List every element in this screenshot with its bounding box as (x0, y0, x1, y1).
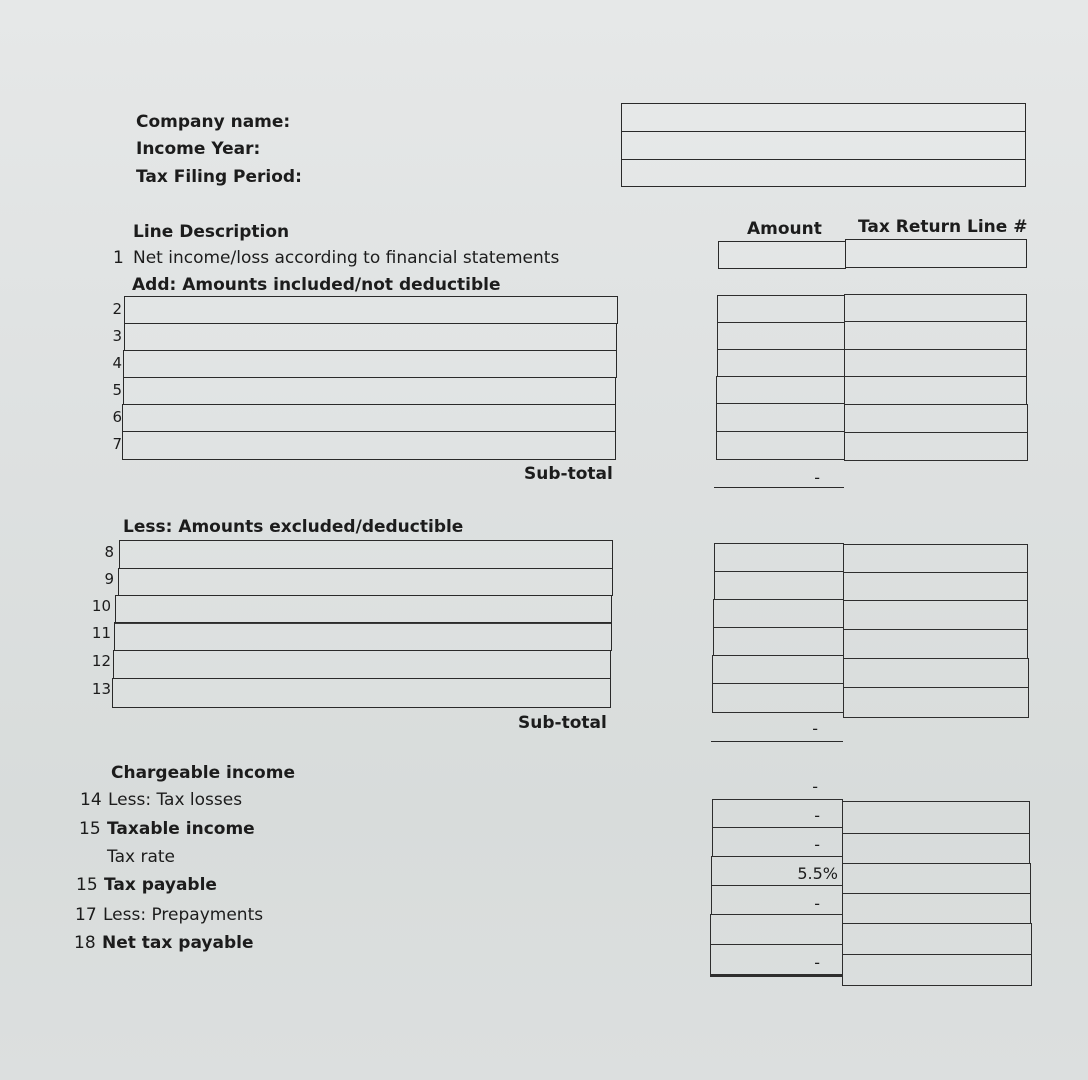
line-4-description-field[interactable] (123, 350, 617, 378)
line-4-amount-field[interactable] (717, 349, 845, 377)
row-number: 3 (112, 327, 122, 345)
line-17-number: 17 (75, 905, 97, 925)
taxable-income-tax-line-field[interactable] (842, 833, 1030, 864)
line-11-description-field[interactable] (114, 622, 612, 651)
line-13-description-field[interactable] (112, 678, 611, 708)
line-3-amount-field[interactable] (717, 322, 845, 350)
line-12-amount-field[interactable] (712, 655, 844, 684)
taxable-income-amount-field[interactable] (712, 827, 843, 857)
line-18-number: 18 (74, 933, 96, 953)
line-9-tax-line-field[interactable] (843, 572, 1028, 601)
row-number: 2 (112, 300, 122, 318)
line-6-description-field[interactable] (122, 404, 616, 432)
line-12-description-field[interactable] (113, 650, 611, 679)
less-subtotal-underline (711, 741, 843, 742)
line-2-tax-line-field[interactable] (844, 294, 1027, 322)
line-1-amount-field[interactable] (718, 241, 846, 269)
income-year-label: Income Year: (136, 139, 261, 159)
line-3-tax-line-field[interactable] (844, 321, 1027, 350)
row-number: 13 (91, 680, 111, 698)
tax-losses-value: - (814, 806, 820, 825)
tax-rate-value: 5.5% (797, 864, 838, 883)
taxable-income-label: Taxable income (107, 819, 255, 839)
tax-return-line-heading: Tax Return Line # (858, 217, 1028, 237)
line-8-tax-line-field[interactable] (843, 544, 1028, 573)
tax-losses-tax-line-field[interactable] (842, 801, 1030, 834)
tax-payable-label: Tax payable (104, 875, 217, 895)
line-1-number: 1 (113, 248, 124, 268)
row-number: 7 (112, 435, 122, 453)
add-subtotal-value: - (814, 468, 820, 487)
tax-losses-amount-field[interactable] (712, 799, 843, 828)
company-name-field[interactable] (621, 103, 1026, 132)
line-11-tax-line-field[interactable] (843, 629, 1028, 659)
line-15-number: 15 (79, 819, 101, 839)
line-11-amount-field[interactable] (713, 627, 844, 656)
line-6-amount-field[interactable] (716, 403, 845, 432)
line-8-description-field[interactable] (119, 540, 613, 569)
line-5-amount-field[interactable] (716, 376, 845, 404)
row-number: 10 (91, 597, 111, 615)
income-year-field[interactable] (621, 131, 1026, 160)
tax-losses-label: Less: Tax losses (108, 790, 243, 810)
line-9-amount-field[interactable] (714, 571, 844, 600)
tax-filing-period-field[interactable] (621, 159, 1026, 187)
row-number: 8 (104, 543, 114, 561)
line-3-description-field[interactable] (124, 323, 617, 351)
add-subtotal-label: Sub-total (524, 464, 613, 484)
chargeable-income-value: - (812, 777, 818, 796)
line-2-amount-field[interactable] (717, 295, 845, 323)
tax-payable-tax-line-field[interactable] (842, 893, 1031, 924)
line-14-number: 14 (80, 790, 102, 810)
tax-payable-amount-field[interactable] (711, 885, 843, 915)
line-8-amount-field[interactable] (714, 543, 844, 572)
line-7-amount-field[interactable] (716, 431, 845, 460)
line-10-description-field[interactable] (115, 595, 612, 624)
less-subtotal-value: - (812, 719, 818, 738)
line-7-description-field[interactable] (122, 431, 616, 460)
prepayments-amount-field[interactable] (710, 914, 843, 945)
net-tax-amount-field[interactable] (710, 944, 843, 977)
line-5-description-field[interactable] (123, 377, 616, 405)
line-13-amount-field[interactable] (712, 683, 844, 713)
line-13-tax-line-field[interactable] (843, 687, 1029, 718)
line-12-tax-line-field[interactable] (843, 658, 1029, 688)
add-section-title: Add: Amounts included/not deductible (132, 275, 501, 295)
net-tax-tax-line-field[interactable] (842, 954, 1032, 986)
row-number: 12 (91, 652, 111, 670)
line-7-tax-line-field[interactable] (844, 432, 1028, 461)
prepayments-tax-line-field[interactable] (842, 923, 1032, 955)
company-name-label: Company name: (136, 112, 291, 132)
line-6-tax-line-field[interactable] (844, 404, 1028, 433)
row-number: 11 (91, 624, 111, 642)
tax-payable-number: 15 (76, 875, 98, 895)
line-2-description-field[interactable] (124, 296, 618, 324)
line-description-heading: Line Description (133, 222, 290, 242)
net-tax-payable-value: - (814, 953, 820, 972)
line-1-label: Net income/loss according to financial statements (133, 248, 560, 268)
net-tax-payable-label: Net tax payable (102, 933, 254, 953)
line-10-tax-line-field[interactable] (843, 600, 1028, 630)
add-subtotal-underline (714, 487, 844, 488)
row-number: 6 (112, 408, 122, 426)
line-1-tax-return-line-field[interactable] (845, 239, 1027, 268)
row-number: 9 (104, 570, 114, 588)
tax-filing-period-label: Tax Filing Period: (136, 167, 302, 187)
row-number: 5 (112, 381, 122, 399)
tax-rate-label: Tax rate (107, 847, 175, 867)
tax-rate-tax-line-field[interactable] (842, 863, 1031, 894)
line-5-tax-line-field[interactable] (844, 376, 1027, 405)
prepayments-label: Less: Prepayments (103, 905, 264, 925)
line-9-description-field[interactable] (118, 568, 613, 596)
line-10-amount-field[interactable] (713, 599, 844, 628)
amount-heading: Amount (747, 219, 822, 239)
tax-payable-value: - (814, 894, 820, 913)
less-subtotal-label: Sub-total (518, 713, 607, 733)
line-4-tax-line-field[interactable] (844, 349, 1027, 377)
chargeable-income-label: Chargeable income (111, 763, 295, 783)
row-number: 4 (112, 354, 122, 372)
taxable-income-value: - (814, 835, 820, 854)
less-section-title: Less: Amounts excluded/deductible (123, 517, 464, 537)
